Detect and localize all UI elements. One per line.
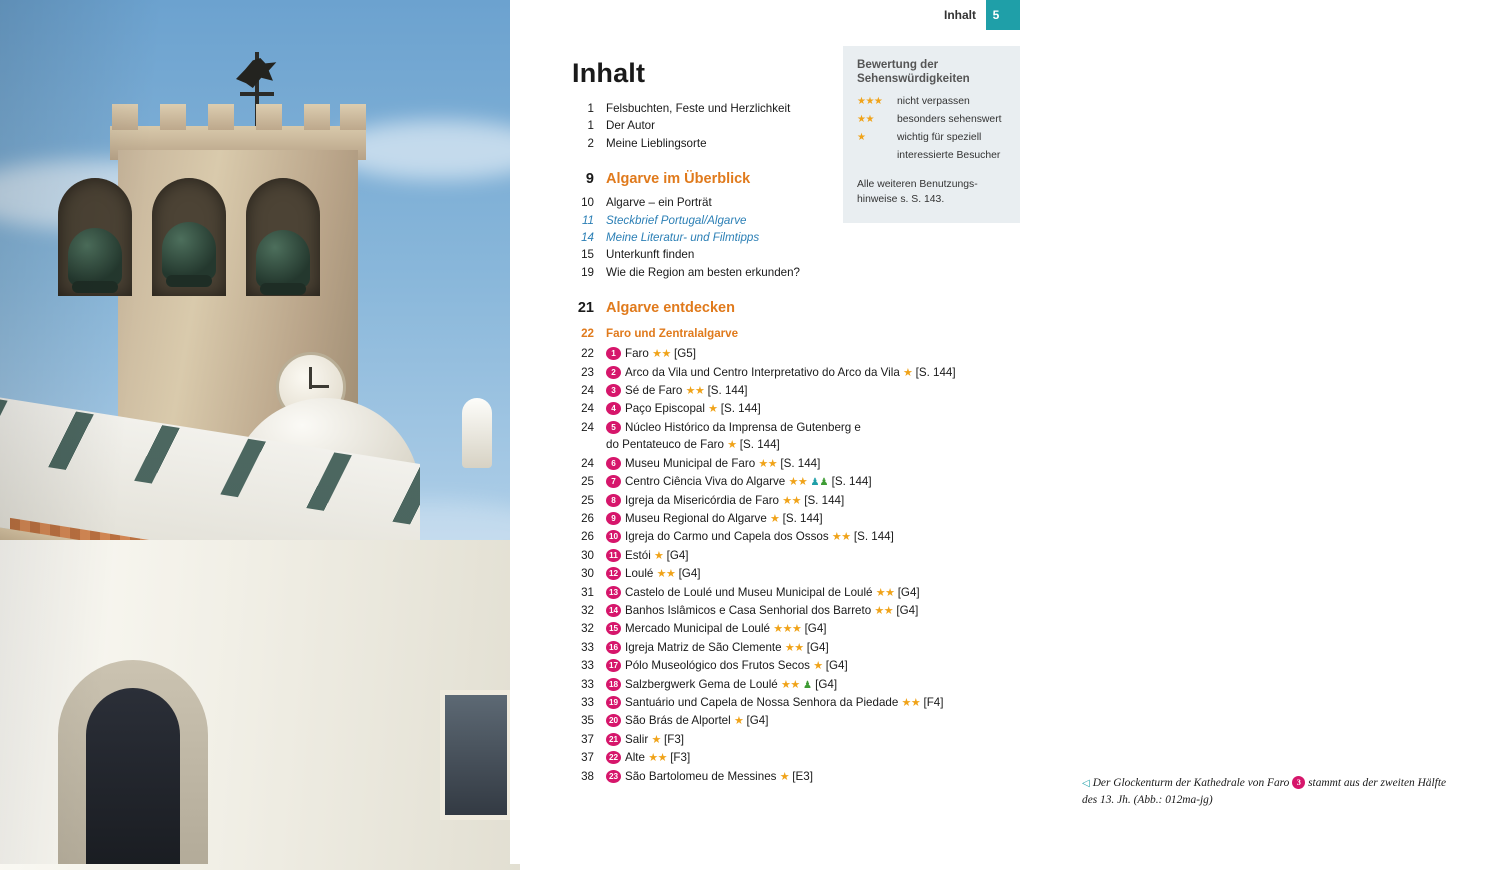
merlon [160,104,186,130]
family-icon: ♟ [810,477,820,489]
rating-stars: ★★ [901,696,921,709]
toc-label: Paço Episcopal [625,402,705,416]
map-grid-ref: [G4] [815,677,838,691]
sight-number-badge: 22 [606,751,621,764]
map-grid-ref: [G4] [678,567,701,581]
sight-number-badge: 9 [606,512,621,525]
rating-stars: ★ [651,733,661,746]
toc-page-number: 37 [581,751,594,765]
toc-sight-line [606,749,992,767]
merlon [208,104,234,130]
sight-number-badge: 12 [606,567,621,580]
toc-label: Arco da Vila und Centro Interpretativo do Arco da Vila [625,365,900,379]
rating-stars: ★★ [874,604,894,617]
toc-sight-entry[interactable] [572,528,992,546]
toc-page [510,0,1447,864]
toc-sight-entry[interactable] [572,731,992,749]
rating-stars: ★★ [784,641,804,654]
toc-page-number: 25 [581,493,594,507]
toc-sight-entry[interactable] [572,749,992,767]
sight-number-badge: 13 [606,586,621,599]
sight-number-badge: 21 [606,733,621,746]
caption-text-part1: Der Glockenturm der Kathedrale von Faro [1092,777,1290,789]
legend-stars: ★ [857,132,866,143]
toc-page-number: 2 [587,136,594,150]
toc-page-number: 35 [581,714,594,728]
toc-label: Estói [625,548,651,562]
rating-legend-heading-line1: Bewertung der [857,58,939,71]
toc-entry[interactable] [572,194,992,211]
toc-sight-entry[interactable] [572,364,992,382]
toc-sight-entry[interactable] [572,455,992,473]
spacer [572,152,992,164]
toc-sight-line [606,768,992,786]
merlon [304,104,330,130]
rating-stars: ★ [903,366,913,379]
legend-note-line2: hinweise s. S. 143. [857,194,945,205]
toc-sight-entry[interactable] [572,419,992,455]
toc-page-number: 21 [577,300,594,317]
toc-page-number: 30 [581,548,594,562]
map-grid-ref: [S. 144] [915,365,956,379]
toc-sight-entry[interactable] [572,584,992,602]
toc-sight-line [606,364,992,382]
toc-page-number: 32 [581,603,594,617]
sight-number-badge: 5 [606,421,621,434]
merlon [112,104,138,130]
toc-entry[interactable] [572,100,992,117]
sight-number-badge: 2 [606,366,621,379]
map-grid-ref: [G4] [897,585,920,599]
sight-number-badge: 18 [606,678,621,691]
church-bell [162,222,216,280]
legend-text: nicht verpassen [897,96,970,107]
toc-sight-entry[interactable] [572,639,992,657]
toc-page-number: 15 [581,248,594,262]
toc-label: São Brás de Alportel [625,714,731,728]
map-grid-ref: [S. 144] [853,530,894,544]
rating-stars: ★★ [780,678,800,691]
toc-sight-line [606,510,992,528]
toc-label: Igreja da Misericórdia de Faro [625,493,780,507]
legend-stars: ★★★ [857,96,883,107]
toc-sight-line [606,602,992,620]
toc-page-number: 24 [581,420,594,434]
toc-sight-line [606,676,992,694]
toc-page-number: 37 [581,732,594,746]
merlon [340,104,366,130]
map-grid-ref: [G4] [666,548,689,562]
photo-cathedral-bell-tower [0,0,510,864]
toc-page-number: 24 [581,384,594,398]
toc-page-number: 26 [581,530,594,544]
toc-label: Alte [625,751,645,765]
toc-sight-entry[interactable] [572,565,992,583]
header-page-number: 5 [986,0,1006,30]
facade-window [440,690,512,820]
rating-stars: ★★ [656,568,676,581]
rating-stars: ★ [733,715,744,728]
sight-number-badge: 3 [1292,776,1305,789]
sight-number-badge: 20 [606,714,621,727]
toc-sight-entry[interactable] [572,694,992,712]
spacer [572,281,992,293]
toc-label: Salzbergwerk Gema de Loulé [625,677,778,691]
rating-stars: ★★ [788,476,808,489]
toc-sight-entry[interactable] [572,400,992,418]
map-grid-ref: [S. 144] [707,384,748,398]
page-title: Inhalt [572,58,646,88]
toc-label: Algarve im Überblick [606,171,751,188]
toc-page-number: 26 [581,511,594,525]
toc-sight-line [606,419,992,455]
toc-sight-entry[interactable] [572,547,992,565]
rating-stars: ★ [727,439,737,452]
toc-label: Igreja Matriz de São Clemente [625,640,782,654]
rating-stars: ★ [813,660,823,673]
toc-label: Der Autor [606,119,655,133]
map-grid-ref: [F3] [670,751,691,765]
sight-number-badge: 19 [606,696,621,709]
toc-page-number: 22 [581,327,594,341]
map-grid-ref: [E3] [792,769,813,783]
toc-sight-entry[interactable] [572,620,992,638]
toc-sight-line [606,400,992,418]
rating-stars: ★ [708,403,718,416]
toc-page-number: 33 [581,677,594,691]
sight-number-badge: 8 [606,494,621,507]
toc-sight-line [606,584,992,602]
toc-sight-line [606,492,992,510]
toc-sight-entry[interactable] [572,768,992,786]
sight-number-badge: 1 [606,347,621,360]
map-grid-ref: [G4] [825,659,848,673]
toc-sight-entry[interactable] [572,382,992,400]
toc-label: Mercado Municipal de Loulé [625,622,771,636]
toc-sight-line [606,694,992,712]
caption-text-line2: des 13. Jh. (Abb.: 012ma-jg) [1082,794,1213,806]
toc-label: Algarve entdecken [606,300,735,317]
toc-page-number: 1 [587,119,594,133]
toc-sight-line [606,657,992,675]
toc-label: Steckbrief Portugal/Algarve [606,213,747,227]
toc-entry[interactable] [572,135,992,152]
toc-label-continued: do Pentateuco de Faro [606,438,724,452]
toc-page-number: 9 [585,171,594,188]
toc-label: Museu Municipal de Faro [625,456,756,470]
toc-sight-line [606,547,992,565]
rating-stars: ★ [770,512,780,525]
header-label: Inhalt [944,8,976,22]
toc-label: Castelo de Loulé und Museu Municipal de Loulé [625,585,873,599]
toc-page-number: 33 [581,640,594,654]
rating-stars: ★★ [875,586,895,599]
toc-page-number: 1 [587,102,594,115]
toc-sight-line [606,639,992,657]
toc-sight-line [606,473,992,491]
map-grid-ref: [S. 144] [804,493,845,507]
sight-number-badge: 6 [606,457,621,470]
toc-page-number: 24 [581,402,594,416]
sight-number-badge: 7 [606,475,621,488]
rating-stars: ★★ [782,494,801,507]
map-grid-ref: [S. 144] [720,402,761,416]
toc-label: Igreja do Carmo und Capela dos Ossos [625,530,829,544]
toc-label: Banhos Islâmicos e Casa Senhorial dos Barreto [625,603,872,617]
toc-sight-line [606,528,992,546]
toc-label: Unterkunft finden [606,248,695,262]
toc-label: Centro Ciência Viva do Algarve [625,475,786,489]
rating-legend-heading-line2: Sehenswürdigkeiten [857,72,970,85]
toc-entry[interactable] [572,117,992,134]
sight-number-badge: 11 [606,549,621,562]
roof-pinnacle [462,398,492,468]
toc-label: Faro [625,347,649,361]
toc-label: Salir [625,732,649,746]
toc-page-number: 11 [581,213,594,227]
child-icon: ♟ [819,477,829,489]
toc-page-number: 33 [581,659,594,673]
sight-number-badge: 16 [606,641,621,654]
table-of-contents [572,100,992,786]
rating-stars: ★★ [648,752,667,765]
rating-stars: ★★ [758,457,778,470]
sight-number-badge: 10 [606,530,621,543]
toc-page-number: 25 [581,475,594,489]
map-grid-ref: [G4] [746,714,769,728]
toc-label: Faro und Zentralalgarve [606,327,739,341]
toc-sight-entry[interactable] [572,676,992,694]
page-header [510,0,1020,30]
toc-section-heading[interactable] [572,164,992,194]
toc-page-number: 38 [581,769,594,783]
rating-stars: ★ [654,549,664,562]
toc-entry-special[interactable] [572,229,992,246]
toc-label: Meine Literatur- und Filmtipps [606,231,760,245]
weathervane-cross [240,92,274,96]
toc-sight-line [606,620,992,638]
rating-stars: ★★ [652,348,671,361]
toc-page-number: 33 [581,695,594,709]
sight-number-badge: 3 [606,384,621,397]
left-arrow-icon: ◁ [1082,778,1090,789]
toc-section-heading[interactable] [572,293,992,323]
toc-label: Loulé [625,567,654,581]
portal-doorway [86,688,180,864]
sight-number-badge: 15 [606,622,621,635]
toc-sight-entry[interactable] [572,473,992,491]
sight-number-badge: 4 [606,402,621,415]
toc-sight-entry[interactable] [572,492,992,510]
toc-sight-line [606,455,992,473]
toc-page-number: 23 [581,365,594,379]
rating-stars: ★ [779,770,790,783]
rating-stars: ★★ [831,531,851,544]
toc-page-number: 32 [581,622,594,636]
toc-page-number: 14 [581,231,594,245]
sight-number-badge: 14 [606,604,621,617]
toc-sight-line [606,731,992,749]
toc-sight-entry[interactable] [572,602,992,620]
toc-sight-line [606,712,992,730]
toc-entry[interactable] [572,264,992,281]
sight-number-badge: 17 [606,659,621,672]
legend-text: wichtig für speziell [897,132,982,143]
toc-sight-line [606,565,992,583]
map-grid-ref: [S. 144] [780,456,821,470]
toc-page-number: 10 [581,196,594,210]
toc-label: Sé de Faro [625,384,683,398]
toc-page-number: 19 [581,265,594,279]
legend-note-line1: Alle weiteren Benutzungs- [857,179,978,190]
photo-caption [1082,775,1502,808]
church-bell [256,230,310,288]
toc-subsection-heading[interactable] [572,323,992,345]
toc-sight-line [606,345,992,363]
map-grid-ref: [S. 144] [739,438,780,452]
toc-sight-entry[interactable] [572,657,992,675]
map-grid-ref: [S. 144] [831,475,872,489]
child-icon: ♟ [802,679,812,691]
map-grid-ref: [S. 144] [782,511,823,525]
caption-text-part2: stammt aus der zweiten Hälfte [1308,777,1447,789]
toc-page-number: 24 [581,456,594,470]
toc-label: São Bartolomeu de Messines [625,769,777,783]
toc-sight-entry[interactable] [572,510,992,528]
toc-label: Pólo Museológico dos Frutos Secos [625,659,810,673]
rating-stars: ★★ [685,385,705,398]
toc-page-number: 22 [581,347,594,361]
toc-label: Algarve – ein Porträt [606,196,712,210]
legend-stars: ★★ [857,114,874,125]
toc-entry-special[interactable] [572,212,992,229]
map-grid-ref: [G5] [674,347,696,361]
rating-legend-heading [857,58,1006,86]
toc-label: Wie die Region am besten erkunden? [606,265,800,279]
toc-sight-line [606,382,992,400]
map-grid-ref: [F3] [664,732,685,746]
toc-entry[interactable] [572,246,992,263]
toc-sight-entry[interactable] [572,712,992,730]
legend-text: interessierte Besucher [897,150,1001,161]
toc-label: Núcleo Histórico da Imprensa de Gutenberg e [625,420,861,434]
map-grid-ref: [G4] [806,640,829,654]
toc-page-number: 30 [581,567,594,581]
header-accent-bar [1006,0,1020,30]
legend-text: besonders sehenswert [897,114,1002,125]
toc-label: Museu Regional do Algarve [625,511,767,525]
map-grid-ref: [G4] [804,622,827,636]
merlon [256,104,282,130]
toc-label: Felsbuchten, Feste und Herzlichkeit [606,102,791,115]
toc-label: Santuário und Capela de Nossa Senhora da Piedade [625,695,899,709]
toc-page-number: 31 [581,585,594,599]
map-grid-ref: [F4] [923,695,944,709]
rating-stars: ★★★ [773,623,802,636]
toc-sight-entry[interactable] [572,345,992,363]
sight-number-badge: 23 [606,770,621,783]
toc-label: Meine Lieblingsorte [606,136,707,150]
map-grid-ref: [G4] [896,603,919,617]
church-bell [68,228,122,286]
